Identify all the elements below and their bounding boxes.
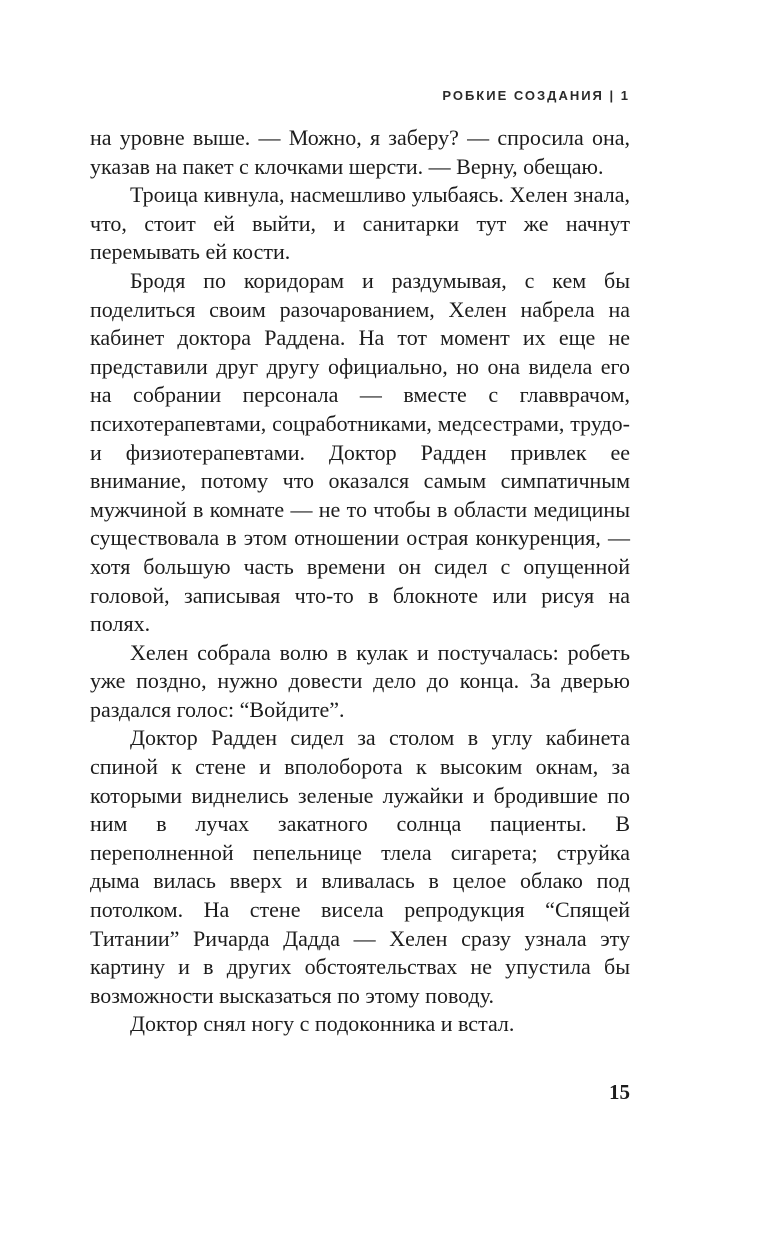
page-number: 15 — [609, 1080, 630, 1104]
paragraph: Хелен собрала волю в кулак и постучалась: робеть уже поздно, нужно довести дело до конца. За дверью раздался голос: “Войдите”. — [90, 639, 630, 722]
body-text — [90, 124, 630, 1039]
running-header: РОБКИЕ СОЗДАНИЯ | 1 — [442, 88, 630, 103]
paragraph: Троица кивнула, насмешливо улыбаясь. Хелен знала, что, стоит ей выйти, и санитарки тут же начнут перемывать ей кости. — [90, 182, 630, 265]
paragraph: Доктор Радден сидел за столом в углу кабинета спиной к стене и вполоборота к высоким окнам, за которыми виднелись зеленые лужайки и бродившие по ним в лучах закатного солнца пациенты. В переполненной пепельнице тлела сигарета; струйка дыма вилась вверх и вливалась в целое облако под потолком. На стене висела репродукция “Спящей Титании” Ричарда Дадда — Хелен сразу узнала эту картину и в других обстоятельствах не упустила бы возможности высказаться по этому поводу. — [90, 725, 630, 1008]
paragraph: Бродя по коридорам и раздумывая, с кем бы поделиться своим разочарованием, Хелен набрела на кабинет доктора Раддена. На тот момент их еще не представили друг другу официально, но она видела его на собрании персонала — вместе с главврачом, психотерапевтами, соцработниками, медсестрами, трудо- и физиотерапевтами. Доктор Радден привлек ее внимание, потому что оказался самым симпатичным мужчиной в комнате — не то чтобы в области медицины существовала в этом отношении острая конкуренция, — хотя большую часть времени он сидел с опущенной головой, записывая что-то в блокноте или рисуя на полях. — [90, 267, 630, 637]
paragraph: на уровне выше. — Можно, я заберу? — спросила она, указав на пакет с клочками шерсти. — Верну, обещаю. — [90, 125, 630, 179]
paragraph: Доктор снял ногу с подоконника и встал. — [130, 1011, 515, 1037]
